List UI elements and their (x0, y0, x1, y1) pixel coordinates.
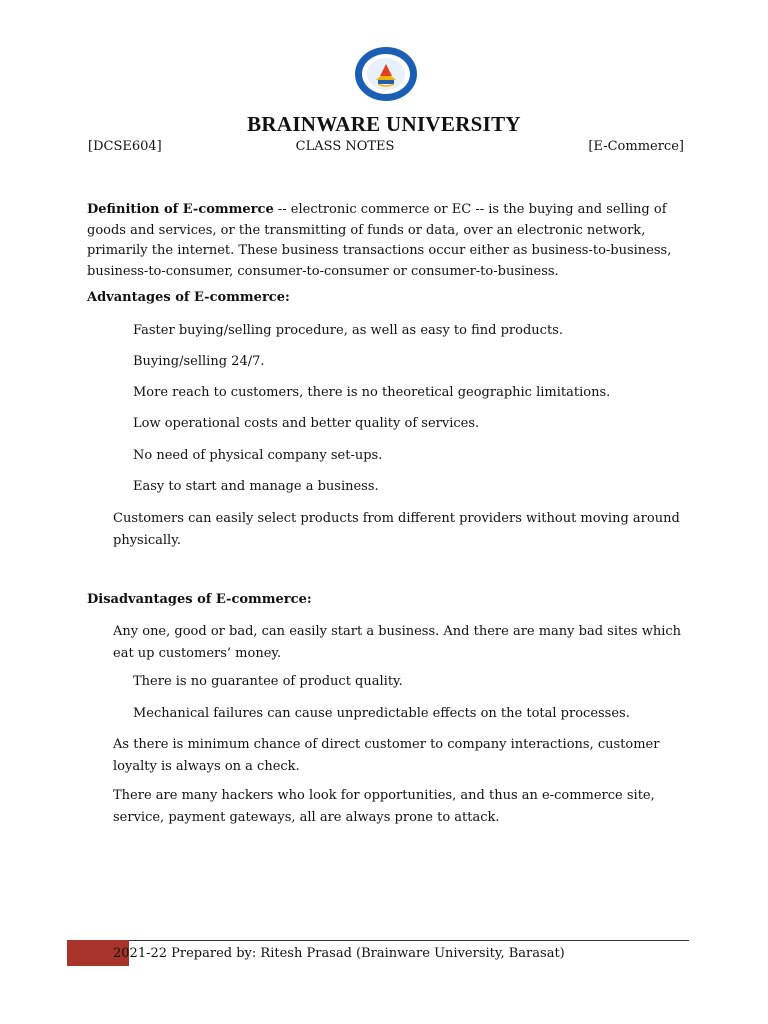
university-logo-icon (354, 46, 418, 102)
definition-text: -- electronic commerce or EC -- is the buying and selling of goods and services, or the transmitting of funds or data, over an electronic network, primarily the internet. These business transactions occur either as business-to-business, business-to-consumer, consumer-to-consumer or consumer-to-business. (87, 202, 672, 279)
definition-paragraph (87, 200, 692, 282)
list-item: As there is minimum chance of direct customer to company interactions, customer loyalty is always on a check. (113, 737, 660, 774)
list-item: Faster buying/selling procedure, as well as easy to find products. (133, 323, 563, 338)
course-code: [DCSE604] (88, 139, 162, 154)
list-item: Any one, good or bad, can easily start a business. And there are many bad sites which eat up customers’ money. (113, 624, 682, 661)
course-header-row (88, 139, 684, 154)
document-type: CLASS NOTES (295, 139, 395, 154)
list-item: Easy to start and manage a business. (133, 479, 379, 494)
definition-term: Definition of E-commerce (87, 202, 274, 217)
advantages-heading: Advantages of E-commerce: (87, 290, 290, 305)
footer-divider (129, 940, 689, 941)
list-item: There is no guarantee of product quality. (133, 674, 403, 689)
university-title: BRAINWARE UNIVERSITY (247, 112, 521, 136)
list-item: Mechanical failures can cause unpredictable effects on the total processes. (133, 706, 630, 721)
list-item: More reach to customers, there is no theoretical geographic limitations. (133, 385, 611, 400)
list-item: No need of physical company set-ups. (133, 448, 383, 463)
footer-text: 2021-22 Prepared by: Ritesh Prasad (Brainware University, Barasat) (113, 946, 565, 961)
list-item: There are many hackers who look for opportunities, and thus an e-commerce site, service, payment gateways, all are always prone to attack. (113, 788, 655, 825)
subject-label: [E-Commerce] (588, 139, 684, 154)
list-item: Low operational costs and better quality of services. (133, 416, 480, 431)
list-item: Customers can easily select products from different providers without moving around physically. (113, 511, 680, 548)
disadvantages-heading: Disadvantages of E-commerce: (87, 592, 312, 607)
list-item: Buying/selling 24/7. (133, 354, 265, 369)
